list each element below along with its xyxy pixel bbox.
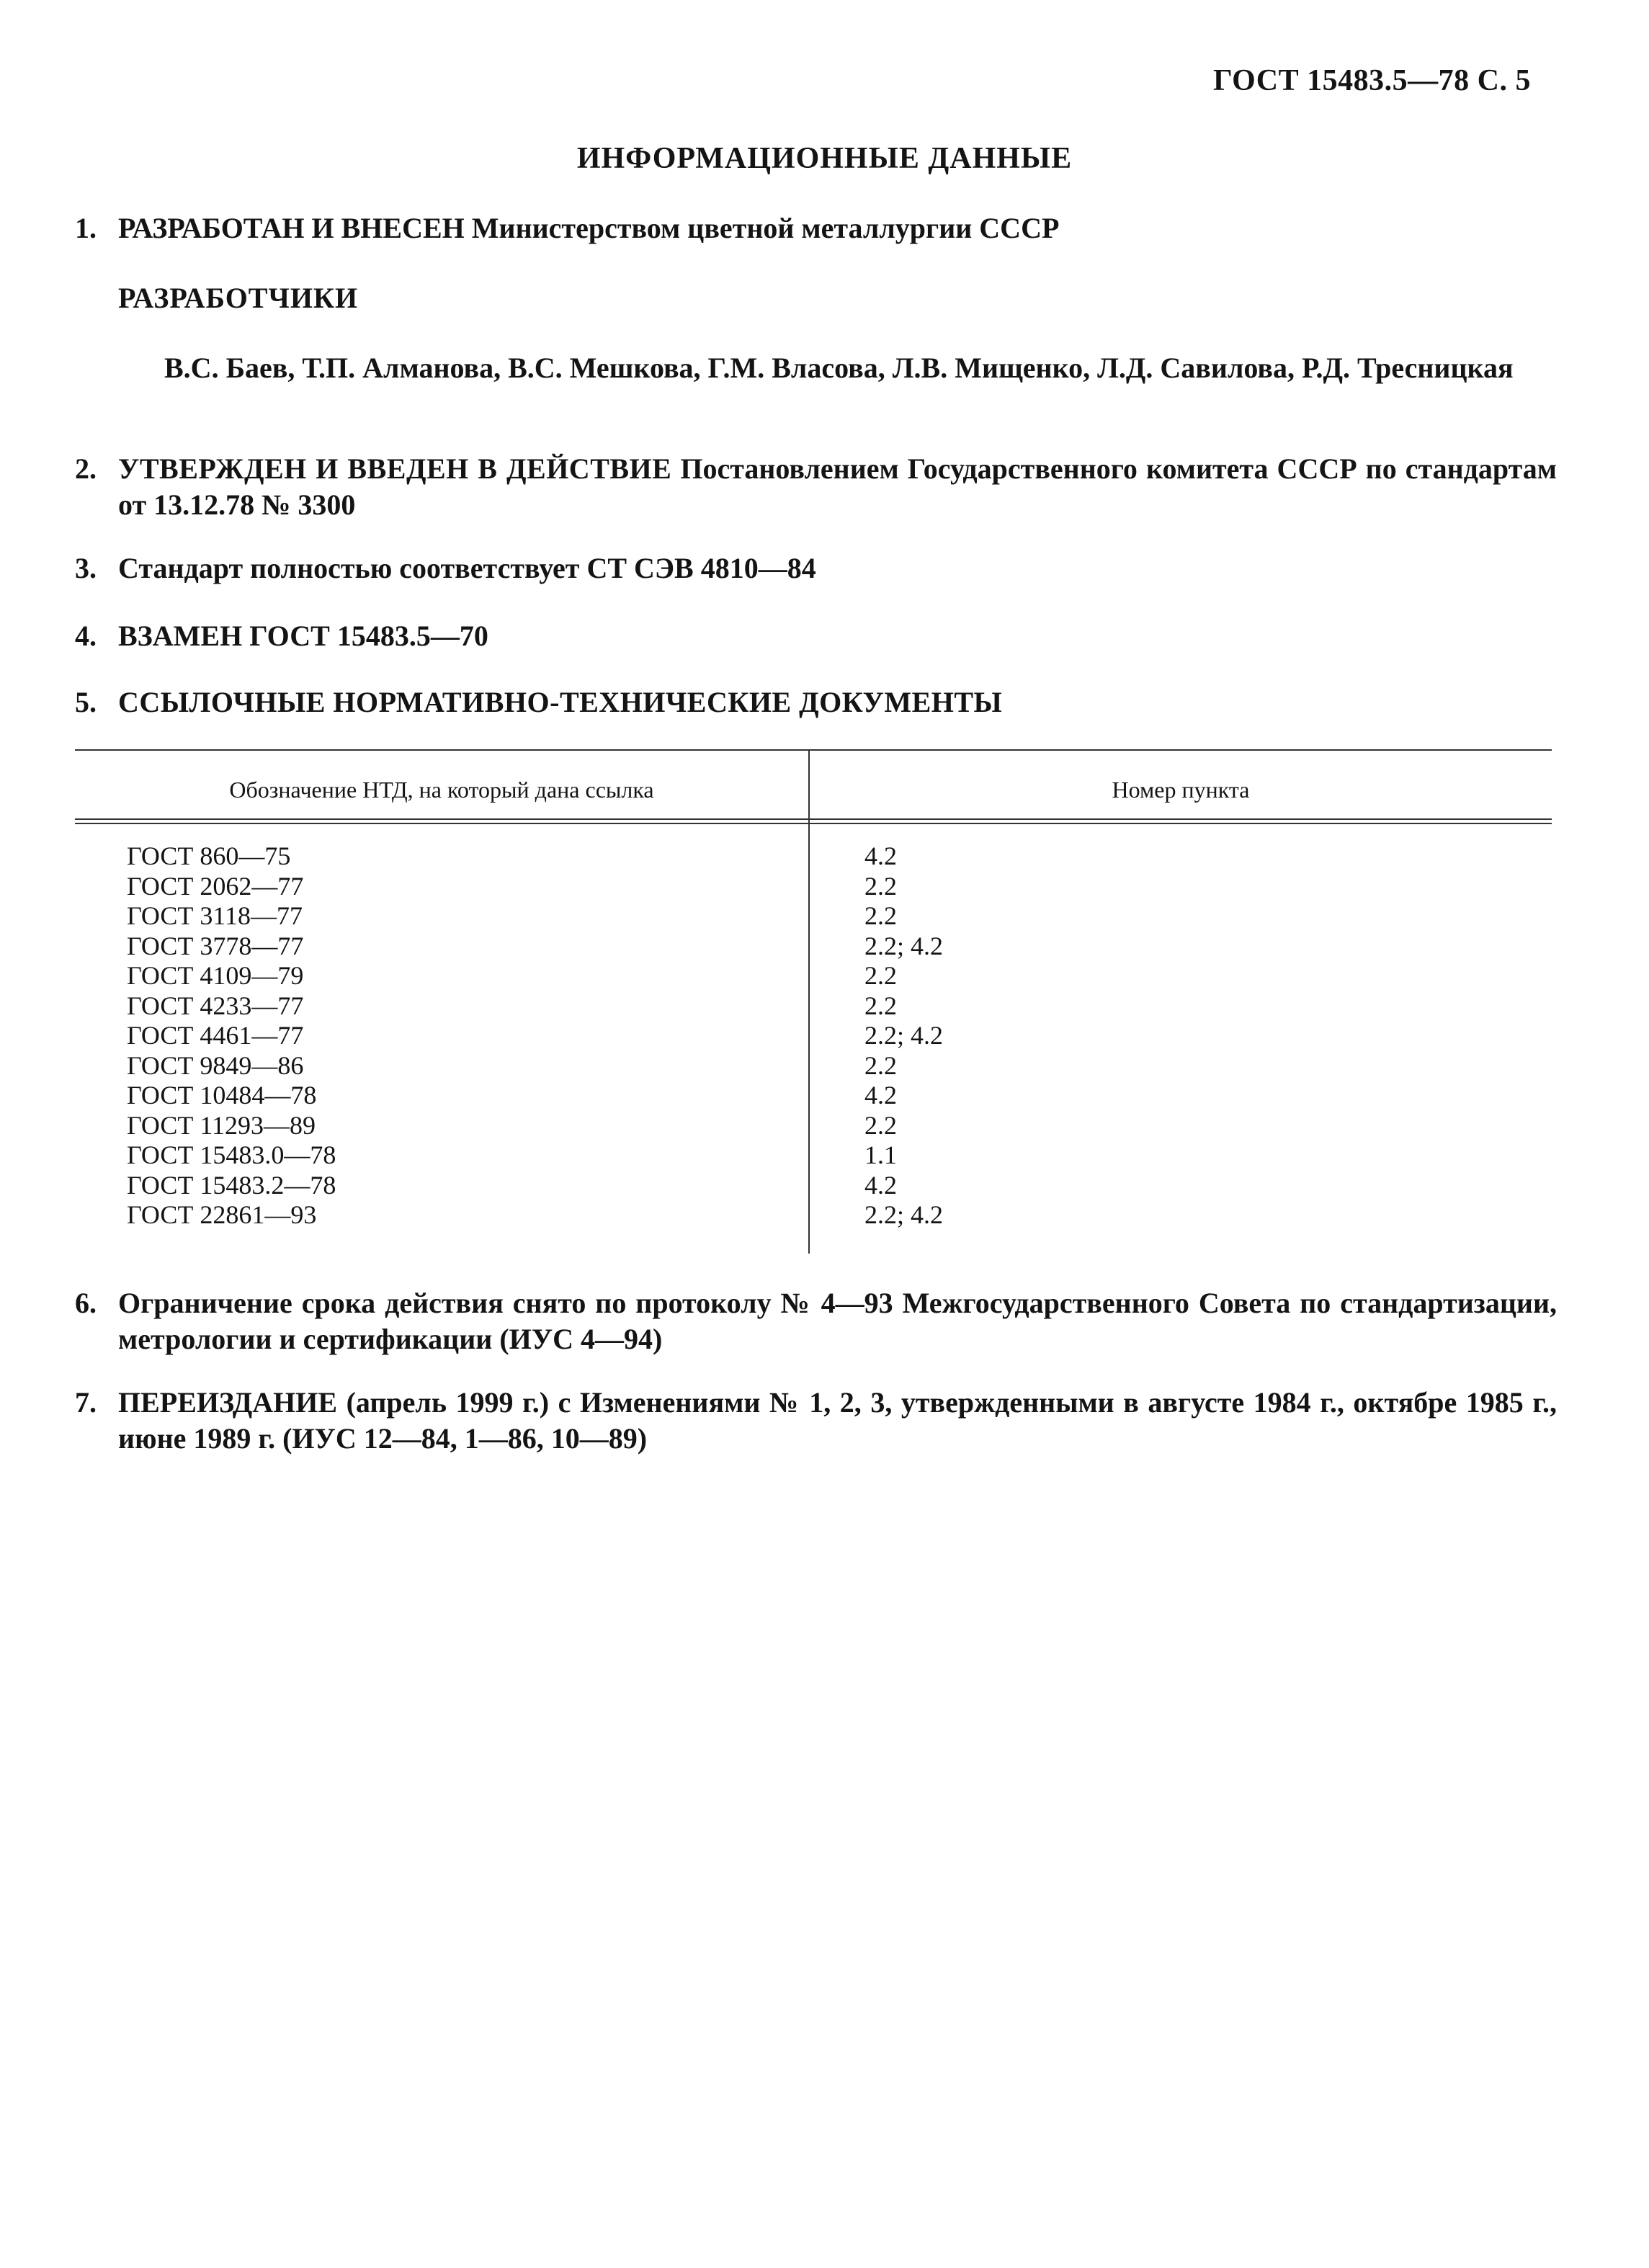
item-text: Министерством цветной металлургии СССР [464,212,1060,244]
item-7 [75,1385,1557,1457]
item-text: ССЫЛОЧНЫЕ НОРМАТИВНО-ТЕХНИЧЕСКИЕ ДОКУМЕНТЫ [118,686,1003,718]
table-cell-clause: 2.2 [864,1050,897,1080]
table-cell-clause: 4.2 [864,841,897,870]
table-row [75,961,1552,991]
table-row [75,1111,1552,1141]
item-number: 4. [75,620,97,652]
table-row [75,1051,1552,1081]
item-number: 2. [75,452,97,485]
table-cell-designation: ГОСТ 11293—89 [127,1110,316,1140]
table-cell-clause: 2.2; 4.2 [864,1021,944,1050]
item-1 [75,210,1557,246]
table-header-rule [75,818,1552,820]
table-row [75,991,1552,1022]
table-header-rule-2 [75,823,1552,824]
running-header: ГОСТ 15483.5—78 С. 5 [1212,64,1531,97]
item-number: 1. [75,212,97,244]
item-4 [75,618,1557,654]
table-cell-clause: 2.2 [864,961,897,990]
table-row [75,901,1552,932]
table-row [75,1021,1552,1051]
table-row [75,1081,1552,1111]
table-row [75,1140,1552,1171]
table-row [75,841,1552,872]
item-number: 6. [75,1287,97,1319]
item-6 [75,1285,1557,1357]
table-row [75,1171,1552,1201]
table-cell-designation: ГОСТ 3778—77 [127,931,304,960]
table-cell-clause: 2.2; 4.2 [864,1200,944,1229]
table-cell-designation: ГОСТ 4461—77 [127,1021,304,1050]
table-cell-clause: 2.2 [864,991,897,1020]
item-3 [75,550,1557,586]
item-text: Постановлением Государственного комитета СССР по стандартам от 13.12.78 № 3300 [118,452,1557,521]
reference-table [75,749,1552,1254]
item-number: 5. [75,686,97,718]
table-cell-designation: ГОСТ 9849—86 [127,1050,304,1080]
document-title: ИНФОРМАЦИОННЫЕ ДАННЫЕ [576,142,1073,175]
table-body [75,841,1552,1231]
developers-heading: РАЗРАБОТЧИКИ [118,282,359,314]
table-cell-clause: 2.2 [864,901,897,930]
table-cell-designation: ГОСТ 860—75 [127,841,291,870]
table-cell-designation: ГОСТ 4233—77 [127,991,304,1020]
item-lead: УТВЕРЖДЕН И ВВЕДЕН В ДЕЙСТВИЕ [118,452,672,485]
item-text: (апрель 1999 г.) с Изменениями № 1, 2, 3, утвержденными в августе 1984 г., октябре 1985 г., июне 1989 г. (ИУС 12—84, 1—86, 10—89) [118,1386,1557,1455]
item-number: 7. [75,1386,97,1419]
table-cell-clause: 2.2 [864,871,897,901]
item-text: ВЗАМЕН ГОСТ 15483.5—70 [118,620,488,652]
table-header-designation: Обозначение НТД, на который дана ссылка [229,777,654,803]
item-lead: ПЕРЕИЗДАНИЕ [118,1386,338,1419]
table-cell-clause: 4.2 [864,1170,897,1200]
table-cell-designation: ГОСТ 15483.0—78 [127,1140,336,1169]
table-cell-clause: 1.1 [864,1140,897,1169]
table-row [75,1200,1552,1231]
table-cell-clause: 2.2 [864,1110,897,1140]
item-text: Ограничение срока действия снято по протоколу № 4—93 Межгосударственного Совета по стандартизации, метрологии и сертификации (ИУС 4—94) [118,1287,1557,1355]
table-top-rule [75,749,1552,751]
item-5 [75,684,1557,720]
table-header-clause: Номер пункта [1112,777,1250,803]
item-2 [75,451,1557,523]
table-cell-designation: ГОСТ 2062—77 [127,871,304,901]
table-cell-designation: ГОСТ 22861—93 [127,1200,317,1229]
table-cell-designation: ГОСТ 15483.2—78 [127,1170,336,1200]
item-text: Стандарт полностью соответствует СТ СЭВ 4810—84 [118,552,816,584]
table-cell-clause: 2.2; 4.2 [864,931,944,960]
table-row [75,872,1552,902]
item-number: 3. [75,552,97,584]
table-cell-clause: 4.2 [864,1081,897,1110]
table-row [75,932,1552,962]
table-cell-designation: ГОСТ 10484—78 [127,1081,317,1110]
table-cell-designation: ГОСТ 3118—77 [127,901,303,930]
table-cell-designation: ГОСТ 4109—79 [127,961,304,990]
developers-names: В.С. Баев, Т.П. Алманова, В.С. Мешкова, Г.М. Власова, Л.В. Мищенко, Л.Д. Савилова, Р.Д. Тресницкая [164,352,1514,384]
item-lead: РАЗРАБОТАН И ВНЕСЕН [118,212,465,244]
